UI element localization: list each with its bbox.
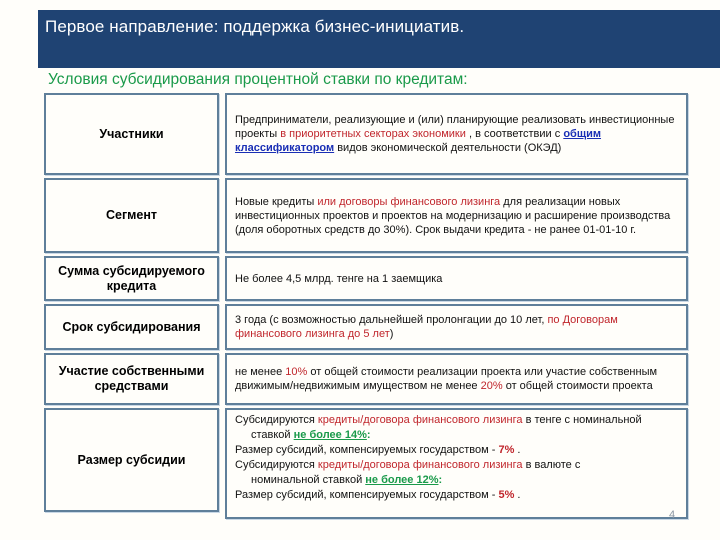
- text-segment: Новые кредиты: [235, 195, 318, 208]
- text-segment: .: [514, 489, 521, 501]
- subsidy-line: [235, 488, 678, 503]
- subsidy-line: [235, 473, 678, 488]
- text-segment: для реализации новых инвестиционных проектов и проектов на модернизацию и расширение производства (доля оборотных средств до 30%). Срок выдачи кредита - не ранее 01-01-10 г.: [235, 195, 671, 236]
- row-label-text: Участники: [99, 126, 164, 141]
- highlight-text: по Договорам финансового лизинга до 5 лет: [235, 314, 618, 340]
- row-value-segment: [225, 178, 688, 253]
- highlight-text: 10%: [285, 366, 308, 378]
- text-segment: номинальной ставкой: [251, 474, 366, 486]
- slide-title: Первое направление: поддержка бизнес-инициатив.: [45, 17, 465, 36]
- subsidy-line: [235, 458, 678, 473]
- subsidy-percent: 7%: [498, 444, 515, 456]
- row-label-segment: [44, 178, 219, 253]
- rate-limit-text: не более 12%: [365, 474, 439, 486]
- row-value-participants: [225, 93, 688, 175]
- page-number: 4: [669, 509, 676, 521]
- text-segment: от общей стоимости реализации проекта или участие собственным движимым/недвижимым имуществом не менее: [235, 366, 658, 392]
- row-value-subsidy-size: [225, 408, 688, 519]
- text-segment: видов экономической деятельности (ОКЭД): [334, 142, 562, 154]
- text-segment: в валюте с: [522, 459, 581, 471]
- text-segment: Не более 4,5 млрд. тенге на 1 заемщика: [235, 272, 443, 285]
- text-segment: Субсидируются: [235, 459, 318, 471]
- text-segment: ): [389, 328, 394, 340]
- subsidy-percent: 5%: [498, 489, 515, 501]
- row-value-own-funds: [225, 353, 688, 405]
- highlight-text: или договоры финансового лизинга: [317, 195, 501, 208]
- row-value-subsidy-term: [225, 304, 688, 350]
- text-segment: Размер субсидий, компенсируемых государством -: [235, 489, 499, 501]
- highlight-text: кредиты/договора финансового лизинга: [317, 414, 523, 426]
- subsidy-line: [235, 443, 678, 458]
- text-segment: :: [366, 429, 371, 441]
- text-segment: не менее: [235, 366, 286, 378]
- row-label-text: Срок субсидирования: [62, 319, 201, 334]
- text-segment: ставкой: [251, 429, 294, 441]
- row-label-text: Участие собственными средствами: [58, 364, 205, 393]
- text-segment: .: [514, 444, 521, 456]
- row-label-text: Сумма субсидируемого кредита: [58, 263, 205, 293]
- text-segment: , в соответствии с: [465, 128, 564, 140]
- text-segment: Субсидируются: [235, 414, 318, 426]
- highlight-text: кредиты/договора финансового лизинга: [317, 459, 523, 471]
- text-segment: в тенге с номинальной: [522, 414, 642, 426]
- classifier-link[interactable]: общим классификатором: [235, 128, 602, 154]
- row-label-subsidy-term: [44, 304, 219, 350]
- row-label-subsidy-size: [44, 408, 219, 512]
- text-segment: :: [438, 474, 443, 486]
- row-label-text: Сегмент: [105, 208, 158, 222]
- row-label-text: Размер субсидии: [77, 452, 186, 467]
- row-label-loan-amount: [44, 256, 219, 301]
- highlight-text: в приоритетных секторах экономики: [280, 128, 466, 140]
- row-label-participants: [44, 93, 219, 175]
- highlight-text: 20%: [480, 380, 503, 392]
- subsidy-line: [235, 428, 678, 443]
- text-segment: 3 года (с возможностью дальнейшей пролонгации до 10 лет,: [235, 314, 548, 326]
- text-segment: от общей стоимости проекта: [502, 380, 653, 392]
- row-label-own-funds: [44, 353, 219, 405]
- rate-limit-text: не более 14%: [293, 429, 367, 441]
- slide-subtitle: Условия субсидирования процентной ставки по кредитам:: [48, 71, 468, 88]
- row-value-loan-amount: [225, 256, 688, 301]
- text-segment: Размер субсидий, компенсируемых государством -: [235, 444, 499, 456]
- text-segment: Предприниматели, реализующие и (или) планирующие реализовать инвестиционные проекты: [235, 114, 675, 140]
- subsidy-line: [235, 413, 678, 428]
